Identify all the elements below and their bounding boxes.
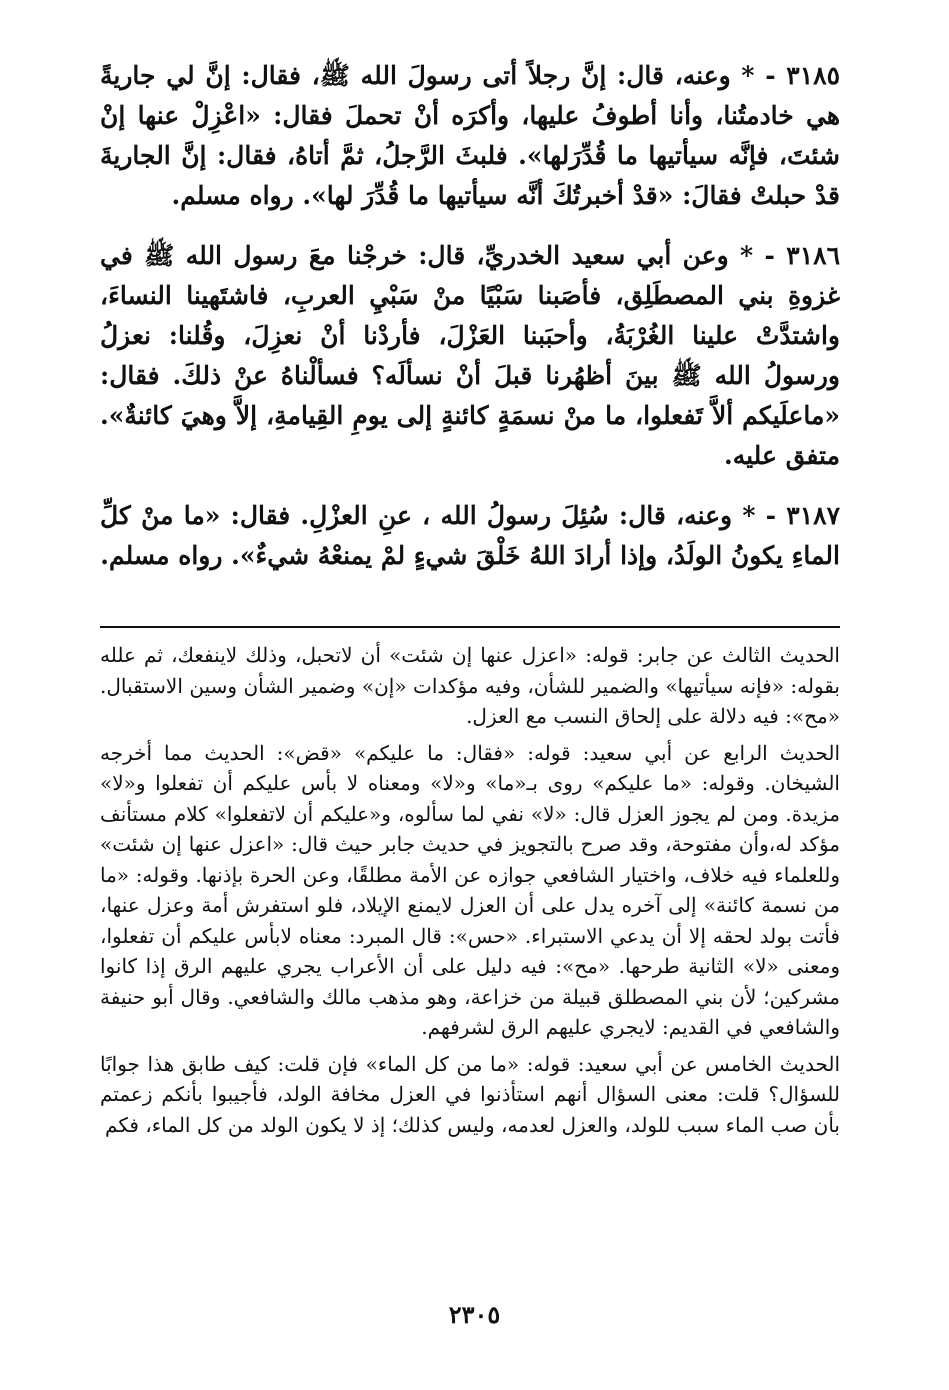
main-hadith-text [100, 56, 840, 596]
hadith-body: - * وعنه، قال: إنَّ رجلاً أتى رسولَ الله ﷺ، فقال: إنَّ لي جاريةً هي خادمتُنا، وأنا أطوفُ عليها، وأكرَه أنْ تحملَ فقال: «اعْزِلْ عنها إنْ شئتَ، فإنَّه سيأتيها ما قُدِّرَلها». فلبثَ الرَّجلُ، ثمَّ أتاهُ، فقال: إنَّ الجاريةَ قدْ حبلتْ فقالَ: «قدْ أخبرتُكَ أنَّه سيأتيها ما قُدِّرَ لها». رواه مسلم. [100, 61, 840, 210]
hadith-number: ٣١٨٧ [786, 501, 840, 530]
commentary-paragraph-3: الحديث الخامس عن أبي سعيد: قوله: «ما من كل الماء» فإن قلت: كيف طابق هذا جوابًا للسؤال؟ قلت: معنى السؤال أنهم استأذنوا في العزل مخافة الولد، فأجيبوا بأنكم زعمتم بأن صب الماء سبب للولد، والعزل لعدمه، وليس كذلك؛ إذ لا يكون الولد من كل الماء، فكم [100, 1051, 840, 1137]
hadith-3187 [100, 496, 840, 576]
footnote-divider [100, 626, 840, 628]
commentary-paragraph-1: الحديث الثالث عن جابر: قوله: «اعزل عنها إن شئت» أن لاتحبل، وذلك لاينفعك، ثم علله بقوله: «فإنه سيأتيها» والضمير للشأن، وفيه مؤكدات «إن» وضمير الشأن وسين الاستقبال. «مح»: فيه دلالة على إلحاق النسب مع العزل. [100, 643, 840, 728]
hadith-3186 [100, 236, 840, 476]
hadith-3185 [100, 56, 840, 216]
page-number: ٢٣٠٥ [448, 1300, 501, 1329]
hadith-body: - * وعن أبي سعيد الخدريِّ، قال: خرجْنا معَ رسول الله ﷺ في غزوةِ بني المصطَلِق، فأصَبنا سَبْيًا منْ سَبْيِ العربِ، فاشتَهينا النساءَ، واشتدَّتْ علينا الغُرْبَةُ، وأحبَبنا العَزْلَ، فأردْنا أنْ نعزِلَ، وقُلنا: نعزلُ ورسولُ الله ﷺ بينَ أظهُرنا قبلَ أنْ نسألَه؟ فسألْناهُ عنْ ذلكَ. فقال: «ماعلَيكم ألاَّ تَفعلوا، ما منْ نسمَةٍ كائنةٍ إلى يومِ القِيامةِ، إلاَّ وهيَ كائنةٌ». متفق عليه. [100, 241, 840, 470]
commentary-section [100, 640, 840, 1146]
commentary-paragraph-2: الحديث الرابع عن أبي سعيد: قوله: «فقال: ما عليكم» «قض»: الحديث مما أخرجه الشيخان. وقوله: «ما عليكم» روى بـ«ما» و«لا» ومعناه لا بأس عليكم أن تفعلوا و«لا» مزيدة. ومن لم يجوز العزل قال: «لا» نفي لما سألوه، و«عليكم أن لاتفعلوا» كلام مستأنف مؤكد له،وأن مفتوحة، وقد صرح بالتجويز في حديث جابر حيث قال: «اعزل عنها إن شئت» وللعلماء فيه خلاف، واختيار الشافعي جوازه عن الأمة مطلقًا، وعن الحرة بإذنها. وقوله: «ما من نسمة كائنة» إلى آخره يدل على أن العزل لايمنع الإيلاد، فلو استفرش أمة وعزل عنها، فأتت بولد لحقه إلا أن يدعي الاستبراء. «حس»: قال المبرد: معناه لابأس عليكم أن تفعلوا، ومعنى «لا» الثانية طرحها. «مح»: فيه دليل على أن الأعراب يجري عليهم الرق إذا كانوا مشركين؛ لأن بني المصطلق قبيلة من خزاعة، وهو مذهب مالك والشافعي. وقال أبو حنيفة والشافعي في القديم: لايجري عليهم الرق لشرفهم. [100, 740, 840, 1039]
hadith-number: ٣١٨٦ [786, 241, 840, 270]
hadith-body: - * وعنه، قال: سُئِلَ رسولُ الله ، عنِ العزْلِ. فقال: «ما منْ كلِّ الماءِ يكونُ الولَدُ، وإذا أرادَ اللهُ خَلْقَ شيءٍ لمْ يمنعْهُ شيءٌ». رواه مسلم. [100, 501, 840, 570]
hadith-number: ٣١٨٥ [786, 61, 840, 90]
